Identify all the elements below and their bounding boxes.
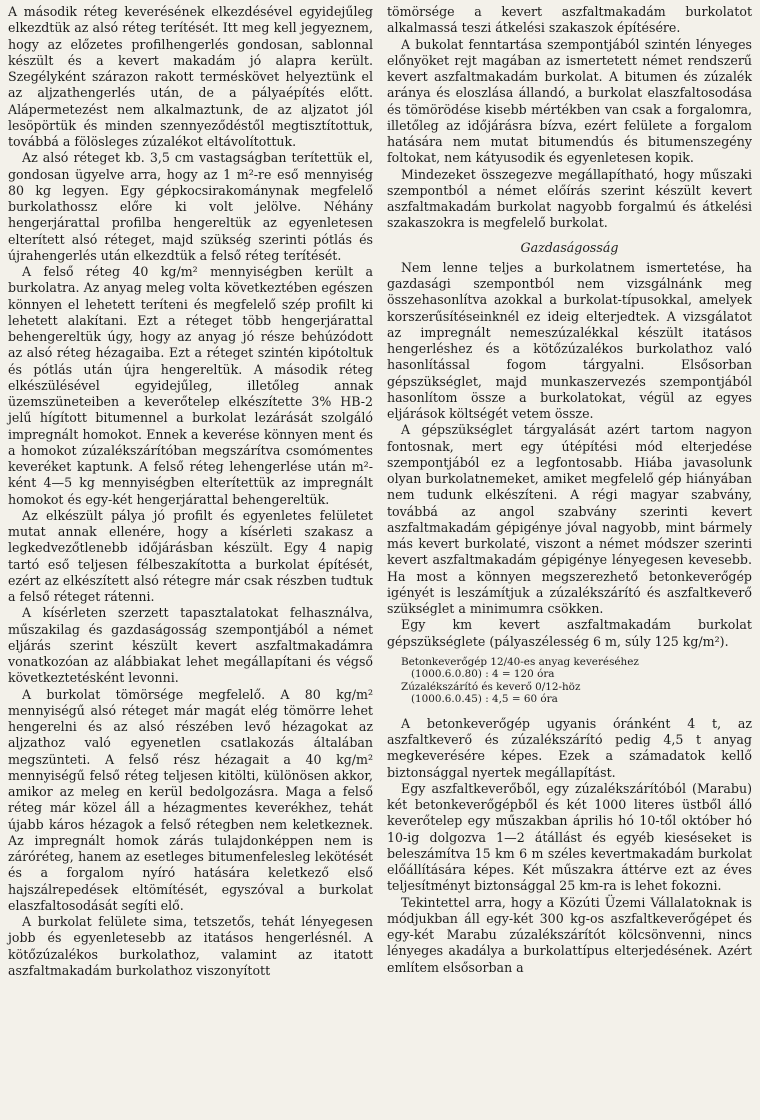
- right-column: [387, 4, 752, 1120]
- formula-line: Betonkeverőgép 12/40-es anyag keveréséhez: [401, 655, 639, 668]
- left-column: [8, 4, 373, 1120]
- paragraph: A gépszükséglet tárgyalását azért tartom nagyon fontosnak, mert egy útépítési mód elterjedése szempontjából ez a legfontosabb. Hiába javasolunk olyan burkolatnemeket, amiket megfelelő gép hiányában nem tudunk elkészíteni. A régi magyar szabvány, továbbá az angol szabvány szerinti kevert aszfaltmakadám gépigénye jóval nagyobb, mint bármely más kevert burkolaté, viszont a német módszer szerinti kevert aszfaltmakadám gépigénye lényegesen kevesebb. Ha most a könnyen megszerezhető betonkeverőgép igényét is leszámítjuk a zúzalékszárító és aszfaltkeverő szükséglet a minimumra csökken.: [387, 422, 752, 616]
- paragraph: Egy aszfaltkeverőből, egy zúzalékszárítóból (Marabu) két betonkeverőgépből és két 1000 literes üstből álló keverőtelep egy műszakban április hó 10-től október hó 10-ig dolgozva 1—2 átállást és egyéb kieséseket is beleszámítva 15 km 6 m széles kevertmakadám burkolat előállítására képes. Két műszakra áttérve ezt az éves teljesítményt biztonsággal 25 km-ra is lehet fokozni.: [387, 780, 752, 894]
- paragraph: A bukolat fenntartása szempontjából szintén lényeges előnyöket rejt magában az ismertetett német rendszerű kevert aszfaltmakadám burkolat. A bitumen és zúzalék aránya és eloszlása állandó, a burkolat elaszfaltosodása és tömörödése kisebb mértékben van csak a forgalomra, illetőleg az időjárásra bízva, ezért felülete a forgalom hatására nem mutat bitumendús és bitumenszegény foltokat, nem kátyusodik és egyenletesen kopik.: [387, 36, 752, 166]
- formula-line: (1000.6.0.80) : 4 = 120 óra: [411, 668, 555, 681]
- paragraph: A második réteg keverésének elkezdésével egyidejűleg elkezdtük az alsó réteg terítését. Itt meg kell jegyeznem, hogy az előzetes profilhengerlés gondosan, sablonnal készült és a kevert makadám jó alapra került. Szegélyként szárazon rakott terméskövet helyeztünk el az aljzathengerlés után, de a pályaépítés előtt. Alápermetezést nem alkalmaztunk, de az aljzatot jól lesöpörtük és minden szennyeződéstől megtisztítottuk, továbbá a fölösleges zúzalékot eltávolítottuk.: [8, 4, 373, 149]
- formula-line: (1000.6.0.45) : 4,5 = 60 óra: [411, 693, 558, 706]
- paragraph: A kísérleten szerzett tapasztalatokat felhasználva, műszakilag és gazdaságosság szempontjából a német eljárás szerint készült kevert aszfaltmakadámra vonatkozóan az alábbiakat lehet megállapítani és végső következtetésként levonni.: [8, 605, 373, 686]
- paragraph: tömörsége a kevert aszfaltmakadám burkolatot alkalmassá teszi átkelési szakaszok építésére.: [387, 4, 752, 36]
- paragraph: Az elkészült pálya jó profilt és egyenletes felületet mutat annak ellenére, hogy a kísérleti szakasz a legkedvezőtlenebb időjárásban készült. Egy 4 napig tartó eső teljesen félbeszakította a burkolat építését, ezért az elkészített alsó rétegre már csak részben tudtuk a felső réteget rátenni.: [8, 507, 373, 604]
- machine-hours-formula: [401, 656, 752, 706]
- formula-line: Zúzalékszárító és keverő 0/12-höz: [401, 680, 581, 693]
- paragraph: Egy km kevert aszfaltmakadám burkolat gépszükséglete (pályaszélesség 6 m, súly 125 kg/m²).: [387, 617, 752, 649]
- section-heading: Gazdaságosság: [520, 239, 619, 255]
- paragraph: Az alsó réteget kb. 3,5 cm vastagságban terítettük el, gondosan ügyelve arra, hogy az 1 m²-re eső mennyiség 80 kg legyen. Egy gépkocsirakománynak megfelelő burkolathossz előre ki volt jelölve. Néhány hengerjárattal profilba hengereltük az egyenletesen elterített alsó réteget, majd szükség szerinti pótlás és újrahengerlés után elkezdtük a felső réteg terítését.: [8, 150, 373, 263]
- paragraph: A burkolat tömörsége megfelelő. A 80 kg/m² mennyiségű alsó réteget már magát elég tömörre lehet hengerelni és az alsó részében levő hézagokat az aljzathoz való egyenetlen csatlakozás általában megszünteti. A felső rész hézagait a 40 kg/m² mennyiségű felső réteg teljesen kitölti, különösen akkor, amikor az meleg en kerül bedolgozásra. Maga a felső réteg már közel áll a hézagmentes keverékhez, tehát újabb káros hézagok a felső rétegben nem keletkeznek. Az impregnált homok zárás tulajdonképpen nem is záróréteg, hanem az esetleges bitumenfelesleg lekötését és a forgalom nyíró hatására keletkező első hajszálrepedések eltömítését, egyszóval a burkolat elaszfaltosodását segíti elő.: [8, 686, 373, 913]
- paragraph: Mindezeket összegezve megállapítható, hogy műszaki szempontból a német előírás szerint készült kevert aszfaltmakadám burkolat nagyobb forgalmú és átkelési szakaszokra is megfelelő burkolat.: [387, 166, 752, 231]
- paragraph: Tekintettel arra, hogy a Közúti Üzemi Vállalatoknak is módjukban áll egy-két 300 kg-os aszfaltkeverőgépet és egy-két Marabu zúzalékszárítót kölcsönvenni, nincs lényeges akadálya a burkolattípus elterjedésének. Azért említem elsősorban a: [387, 894, 752, 975]
- paragraph: A felső réteg 40 kg/m² mennyiségben került a burkolatra. Az anyag meleg volta következtében egészen könnyen el lehetett teríteni és megfelelő szép profilt ki lehetett alakítani. Ezt a réteget több hengerjárattal behengereltük úgy, hogy az anyag jó része behúzódott az alsó réteg hézagaiba. Ezt a réteget szintén kipótoltuk és pótlás után újra hengereltük. A második réteg elkészülésével egyidejűleg, illetőleg annak üzemszüneteiben a keverőtelep elkészítette 3% HB-2 jelű hígított bitumennel a burkolat lezárását szolgáló impregnált homokot. Ennek a keverése könnyen ment és a homokot zúzalékszárítóban megszárítva csomómentes keveréket kaptunk. A felső réteg lehengerlése után m²-ként 4—5 kg mennyiségben elterítettük az impregnált homokot és egy-két hengerjárattal behengereltük.: [8, 264, 373, 507]
- paragraph: Nem lenne teljes a burkolatnem ismertetése, ha gazdasági szempontból nem vizsgálnánk meg összehasonlítva azokkal a burkolat-típusokkal, amelyek korszerűsítéseinknél ez ideig elterjedtek. A vizsgálatot az impregnált nemeszúzalékkal készült itatásos hengerléshez és a kötőzúzalékos burkolathoz való hasonlítással fogom tárgyalni. Elsősorban gépszükséglet, majd munkaszervezés szempontjából hasonlítom össze a burkolatokat, végül az egyes eljárások költségét vetem össze.: [387, 259, 752, 421]
- paragraph: A betonkeverőgép ugyanis óránként 4 t, az aszfaltkeverő és zúzalékszárító pedig 4,5 t anyag megkeverésére képes. Ezek a számadatok kellő biztonsággal nyertek megállapítást.: [387, 715, 752, 780]
- paragraph: A burkolat felülete sima, tetszetős, tehát lényegesen jobb és egyenletesebb az itatásos hengerlésnél. A kötőzúzalékos burkolathoz, valamint az itatott aszfaltmakadám burkolathoz viszonyított: [8, 914, 373, 978]
